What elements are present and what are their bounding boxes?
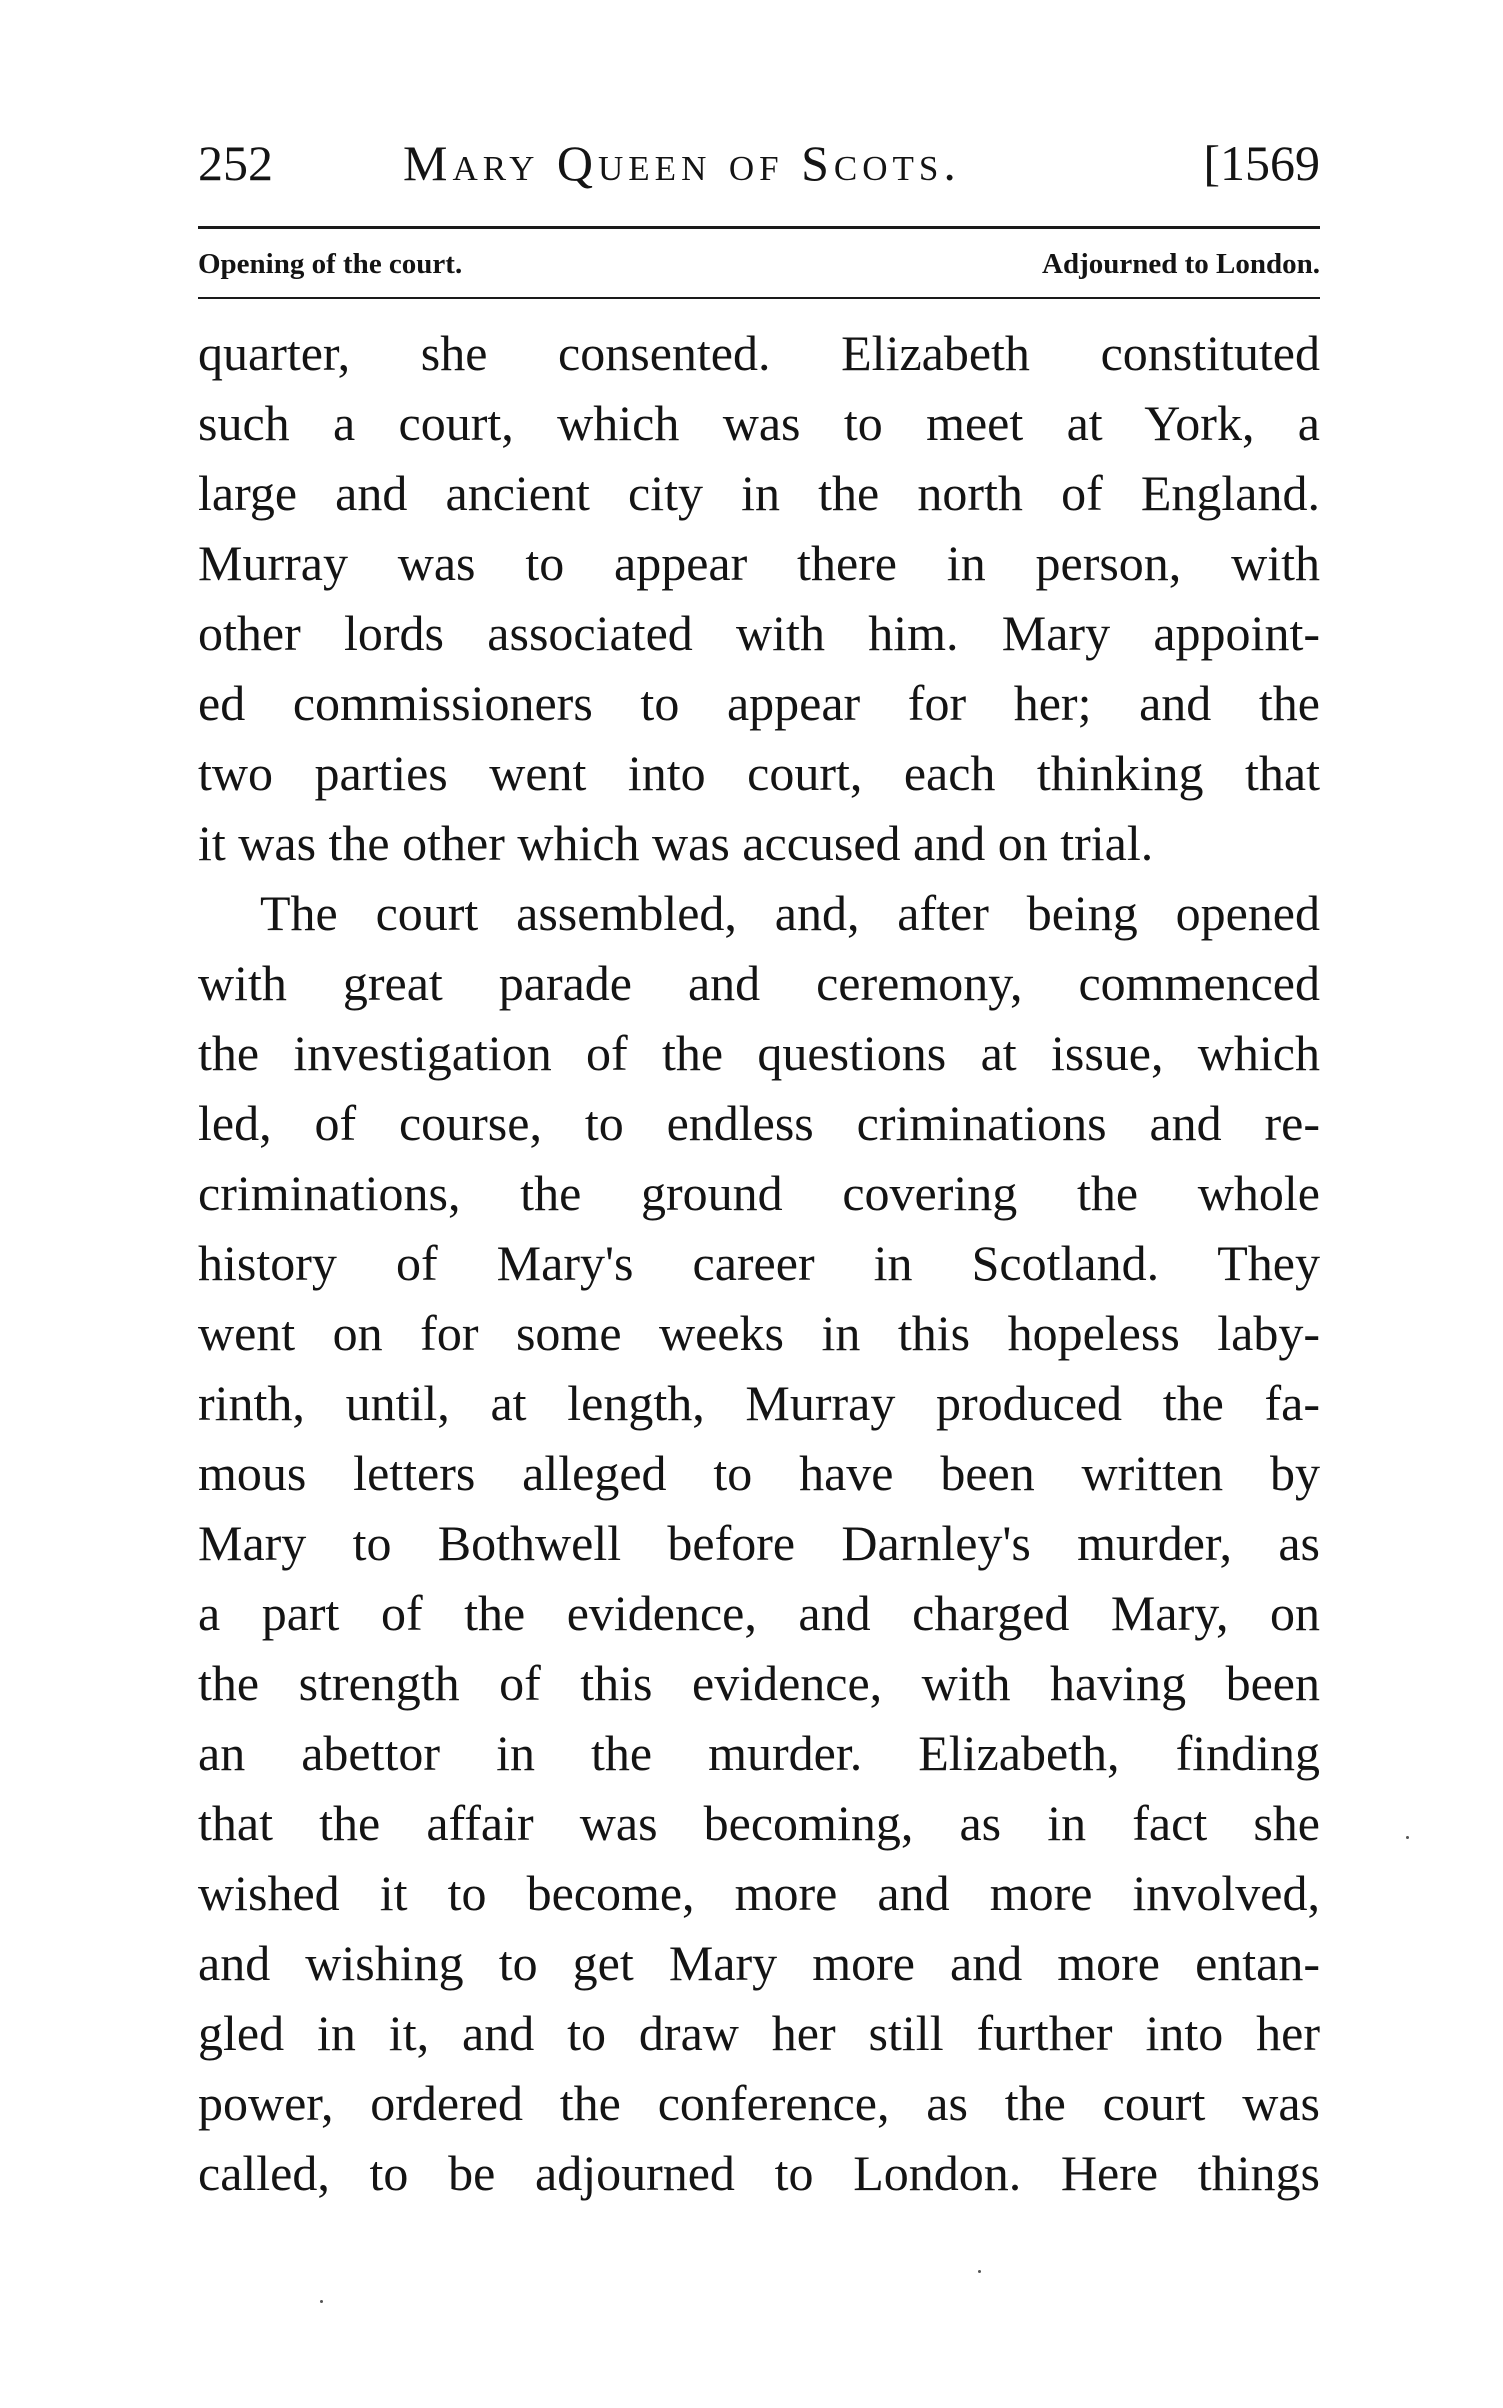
text-line: The court assembled, and, after being opened [260, 885, 1320, 941]
text-line: Mary to Bothwell before Darnley's murder, as [198, 1515, 1320, 1571]
paragraph-2 [198, 878, 1320, 2208]
print-speck [978, 2270, 981, 2273]
running-head [198, 128, 1320, 198]
body-text [198, 318, 1320, 2208]
text-line: an abettor in the murder. Elizabeth, finding [198, 1725, 1320, 1781]
text-line: with great parade and ceremony, commenced [198, 955, 1320, 1011]
text-line: large and ancient city in the north of England. [198, 465, 1320, 521]
text-line: mous letters alleged to have been written by [198, 1445, 1320, 1501]
header-rule [198, 226, 1320, 229]
sidenote-right: Adjourned to London. [1042, 248, 1320, 280]
text-line: gled in it, and to draw her still further into her [198, 2005, 1320, 2061]
print-speck [1406, 1836, 1409, 1839]
text-line: history of Mary's career in Scotland. They [198, 1235, 1320, 1291]
print-speck [320, 2300, 323, 2303]
text-line: power, ordered the conference, as the court was [198, 2075, 1320, 2131]
text-line: a part of the evidence, and charged Mary, on [198, 1585, 1320, 1641]
sidenote-left: Opening of the court. [198, 248, 463, 280]
book-title: Mary Queen of Scots. [403, 135, 961, 191]
text-line: and wishing to get Mary more and more entan- [198, 1935, 1320, 1991]
sidenote-rule [198, 297, 1320, 299]
text-line: quarter, she consented. Elizabeth constituted [198, 325, 1320, 381]
text-line: Murray was to appear there in person, with [198, 535, 1320, 591]
page-number: 252 [198, 135, 273, 191]
text-line: wished it to become, more and more involved, [198, 1865, 1320, 1921]
text-line: such a court, which was to meet at York, a [198, 395, 1320, 451]
text-line: the investigation of the questions at issue, which [198, 1025, 1320, 1081]
text-line: ed commissioners to appear for her; and the [198, 675, 1320, 731]
paragraph-1 [198, 318, 1320, 878]
text-line: that the affair was becoming, as in fact she [198, 1795, 1320, 1851]
header-year: [1569 [1203, 135, 1320, 191]
text-line: called, to be adjourned to London. Here things [198, 2145, 1320, 2201]
text-line: criminations, the ground covering the whole [198, 1165, 1320, 1221]
text-line: the strength of this evidence, with having been [198, 1655, 1320, 1711]
text-line: rinth, until, at length, Murray produced the fa- [198, 1375, 1320, 1431]
text-line: other lords associated with him. Mary appoint- [198, 605, 1320, 661]
text-line: two parties went into court, each thinking that [198, 745, 1320, 801]
text-line: led, of course, to endless criminations and re- [198, 1095, 1320, 1151]
text-line: it was the other which was accused and on trial. [198, 815, 1154, 871]
text-line: went on for some weeks in this hopeless laby- [198, 1305, 1320, 1361]
